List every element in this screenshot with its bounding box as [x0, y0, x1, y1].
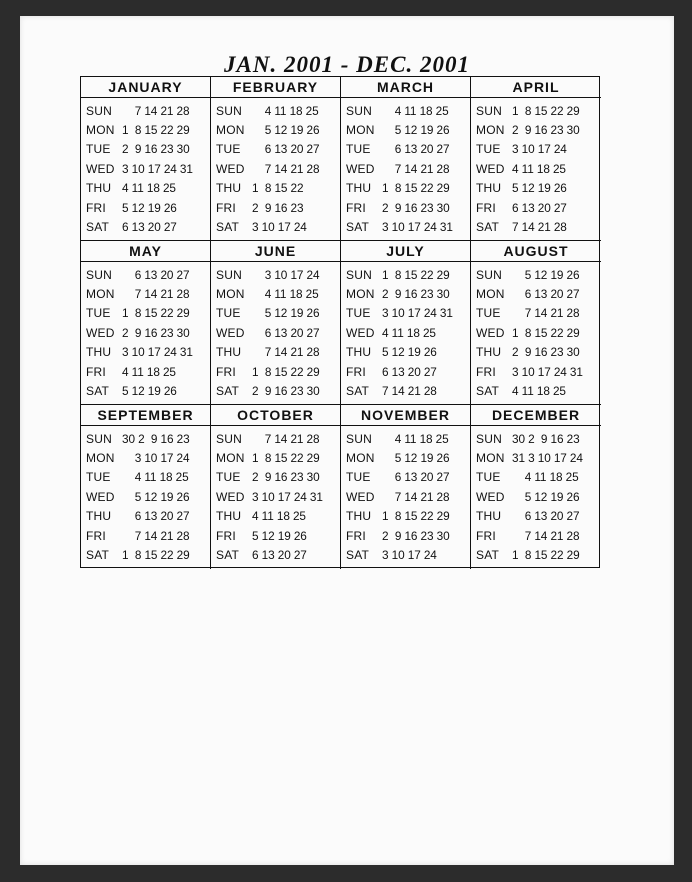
date-numbers: 6 13 20 27	[122, 509, 190, 524]
weekday-label: SUN	[216, 267, 242, 282]
weekday-row	[471, 198, 601, 217]
weekday-row	[81, 429, 210, 448]
date-numbers: 4 11 18 25	[512, 384, 566, 399]
date-numbers: 2 9 16 23 30	[382, 528, 450, 543]
week-rows	[471, 426, 601, 565]
weekday-label: SAT	[216, 220, 240, 235]
date-numbers: 1 8 15 22 29	[382, 509, 450, 524]
date-numbers: 1 8 15 22 29	[252, 364, 320, 379]
weekday-row	[341, 265, 470, 284]
weekday-row	[471, 343, 601, 362]
date-numbers: 1 8 15 22 29	[122, 548, 190, 563]
month-december	[471, 405, 601, 569]
weekday-row	[211, 101, 340, 120]
weekday-row	[81, 468, 210, 487]
weekday-row	[211, 140, 340, 159]
weekday-label: TUE	[476, 470, 501, 485]
date-numbers: 1 8 15 22 29	[512, 548, 580, 563]
weekday-label: MON	[216, 287, 245, 302]
weekday-row	[471, 468, 601, 487]
weekday-label: THU	[216, 181, 242, 196]
date-numbers: 4 11 18 25	[252, 103, 319, 118]
date-numbers: 4 11 18 25	[382, 325, 436, 340]
weekday-row	[211, 468, 340, 487]
month-january	[81, 77, 211, 241]
weekday-label: TUE	[86, 470, 111, 485]
weekday-label: TUE	[86, 306, 111, 321]
week-rows	[81, 262, 210, 401]
date-numbers: 5 12 19 26	[512, 489, 580, 504]
date-numbers: 3 10 17 24	[252, 220, 307, 235]
week-rows	[471, 98, 601, 237]
weekday-label: FRI	[216, 364, 236, 379]
weekday-row	[341, 101, 470, 120]
date-numbers: 5 12 19 26	[252, 123, 320, 138]
date-numbers: 2 9 16 23 30	[382, 200, 450, 215]
weekday-row	[211, 526, 340, 545]
weekday-label: WED	[346, 489, 375, 504]
weekday-label: TUE	[346, 306, 371, 321]
date-numbers: 7 14 21 28	[512, 220, 567, 235]
weekday-row	[81, 140, 210, 159]
weekday-row	[81, 101, 210, 120]
weekday-label: SAT	[86, 384, 110, 399]
date-numbers: 2 9 16 23 30	[512, 123, 580, 138]
weekday-row	[471, 448, 601, 467]
weekday-label: SUN	[346, 103, 372, 118]
date-numbers: 7 14 21 28	[382, 161, 450, 176]
weekday-row	[471, 507, 601, 526]
weekday-label: THU	[476, 509, 502, 524]
weekday-label: WED	[86, 325, 115, 340]
date-numbers: 2 9 16 23 30	[512, 345, 580, 360]
date-numbers: 5 12 19 26	[252, 528, 307, 543]
weekday-row	[471, 323, 601, 342]
date-numbers: 2 9 16 23 30	[122, 142, 190, 157]
weekday-label: WED	[216, 325, 245, 340]
date-numbers: 7 14 21 28	[512, 528, 580, 543]
weekday-label: SUN	[476, 267, 502, 282]
weekday-row	[471, 140, 601, 159]
date-numbers: 1 8 15 22 29	[122, 306, 190, 321]
weekday-label: SUN	[86, 431, 112, 446]
weekday-label: SAT	[216, 384, 240, 399]
weekday-label: FRI	[476, 364, 496, 379]
weekday-row	[211, 159, 340, 178]
weekday-label: SAT	[346, 220, 370, 235]
weekday-row	[471, 265, 601, 284]
date-numbers: 1 8 15 22	[252, 181, 304, 196]
weekday-label: WED	[86, 489, 115, 504]
weekday-label: WED	[346, 161, 375, 176]
date-numbers: 1 8 15 22 29	[252, 451, 320, 466]
weekday-row	[471, 362, 601, 381]
month-july	[341, 241, 471, 405]
weekday-label: SUN	[216, 103, 242, 118]
date-numbers: 2 9 16 23 30	[122, 325, 190, 340]
weekday-row	[341, 343, 470, 362]
date-numbers: 6 13 20 27	[252, 325, 320, 340]
calendar-grid	[80, 76, 600, 568]
weekday-row	[341, 217, 470, 236]
weekday-row	[471, 381, 601, 400]
weekday-label: SAT	[86, 548, 110, 563]
weekday-label: SUN	[86, 103, 112, 118]
date-numbers: 4 11 18 25	[382, 431, 449, 446]
date-numbers: 4 11 18 25	[252, 509, 306, 524]
weekday-label: WED	[476, 161, 505, 176]
weekday-row	[211, 507, 340, 526]
weekday-row	[341, 526, 470, 545]
weekday-row	[471, 101, 601, 120]
date-numbers: 1 8 15 22 29	[122, 123, 190, 138]
weekday-row	[81, 507, 210, 526]
month-october	[211, 405, 341, 569]
weekday-row	[81, 179, 210, 198]
weekday-row	[81, 217, 210, 236]
weekday-row	[211, 448, 340, 467]
weekday-label: MON	[346, 287, 375, 302]
weekday-label: MON	[86, 451, 115, 466]
weekday-label: FRI	[216, 200, 236, 215]
weekday-label: SUN	[476, 103, 502, 118]
weekday-row	[81, 198, 210, 217]
weekday-label: MON	[476, 451, 505, 466]
weekday-label: WED	[476, 325, 505, 340]
weekday-row	[341, 429, 470, 448]
week-rows	[341, 262, 470, 401]
weekday-row	[211, 265, 340, 284]
weekday-row	[81, 265, 210, 284]
date-numbers: 3 10 17 24 31	[382, 220, 453, 235]
date-numbers: 31 3 10 17 24	[512, 451, 583, 466]
weekday-label: MON	[346, 451, 375, 466]
weekday-label: MON	[476, 287, 505, 302]
date-numbers: 1 8 15 22 29	[382, 267, 450, 282]
weekday-label: FRI	[476, 528, 496, 543]
week-rows	[211, 426, 340, 565]
date-numbers: 1 8 15 22 29	[512, 103, 580, 118]
month-march	[341, 77, 471, 241]
calendar-card	[20, 16, 674, 865]
weekday-label: SAT	[346, 548, 370, 563]
date-numbers: 7 14 21 28	[512, 306, 580, 321]
date-numbers: 4 11 18 25	[252, 287, 319, 302]
date-numbers: 7 14 21 28	[382, 489, 450, 504]
weekday-row	[341, 140, 470, 159]
weekday-label: MON	[476, 123, 505, 138]
month-november	[341, 405, 471, 569]
weekday-label: FRI	[346, 200, 366, 215]
date-numbers: 2 9 16 23 30	[252, 384, 320, 399]
month-august	[471, 241, 601, 405]
weekday-row	[341, 487, 470, 506]
weekday-label: FRI	[346, 364, 366, 379]
weekday-row	[81, 545, 210, 564]
date-numbers: 30 2 9 16 23	[512, 431, 580, 446]
date-numbers: 3 10 17 24 31	[122, 161, 193, 176]
weekday-label: THU	[216, 509, 242, 524]
date-numbers: 5 12 19 26	[122, 200, 177, 215]
weekday-row	[341, 159, 470, 178]
date-numbers: 2 9 16 23 30	[252, 470, 320, 485]
date-numbers: 5 12 19 26	[382, 345, 437, 360]
date-numbers: 5 12 19 26	[122, 489, 190, 504]
weekday-row	[211, 120, 340, 139]
month-name: JANUARY	[81, 77, 210, 98]
weekday-label: SAT	[476, 548, 500, 563]
weekday-label: SAT	[476, 220, 500, 235]
date-numbers: 6 13 20 27	[382, 142, 450, 157]
weekday-label: SUN	[216, 431, 242, 446]
weekday-row	[341, 323, 470, 342]
weekday-label: SUN	[346, 431, 372, 446]
weekday-row	[471, 429, 601, 448]
date-numbers: 6 13 20 27	[122, 267, 190, 282]
month-name: JULY	[341, 241, 470, 262]
weekday-row	[211, 362, 340, 381]
weekday-label: TUE	[216, 470, 241, 485]
month-june	[211, 241, 341, 405]
weekday-label: FRI	[86, 364, 106, 379]
weekday-label: WED	[216, 161, 245, 176]
weekday-label: SAT	[476, 384, 500, 399]
month-name: OCTOBER	[211, 405, 340, 426]
weekday-row	[471, 120, 601, 139]
week-rows	[81, 98, 210, 237]
weekday-label: THU	[476, 181, 502, 196]
date-numbers: 5 12 19 26	[512, 267, 580, 282]
weekday-label: MON	[346, 123, 375, 138]
weekday-row	[341, 545, 470, 564]
weekday-row	[341, 120, 470, 139]
weekday-row	[211, 179, 340, 198]
date-numbers: 6 13 20 27	[122, 220, 177, 235]
weekday-row	[471, 217, 601, 236]
date-numbers: 6 13 20 27	[512, 287, 580, 302]
date-numbers: 3 10 17 24	[122, 451, 190, 466]
weekday-row	[341, 284, 470, 303]
week-rows	[341, 426, 470, 565]
week-rows	[81, 426, 210, 565]
weekday-label: SUN	[476, 431, 502, 446]
weekday-label: THU	[476, 345, 502, 360]
week-rows	[211, 98, 340, 237]
month-february	[211, 77, 341, 241]
weekday-row	[341, 198, 470, 217]
month-name: MAY	[81, 241, 210, 262]
date-numbers: 7 14 21 28	[252, 431, 320, 446]
weekday-row	[81, 362, 210, 381]
weekday-label: THU	[346, 509, 372, 524]
date-numbers: 5 12 19 26	[382, 451, 450, 466]
date-numbers: 3 10 17 24 31	[122, 345, 193, 360]
month-name: NOVEMBER	[341, 405, 470, 426]
date-numbers: 4 11 18 25	[122, 470, 189, 485]
weekday-label: SUN	[346, 267, 372, 282]
weekday-row	[211, 284, 340, 303]
date-numbers: 5 12 19 26	[252, 306, 320, 321]
week-rows	[341, 98, 470, 237]
weekday-row	[81, 120, 210, 139]
weekday-row	[471, 487, 601, 506]
weekday-label: FRI	[86, 200, 106, 215]
weekday-label: TUE	[346, 142, 371, 157]
weekday-label: WED	[346, 325, 375, 340]
weekday-row	[341, 381, 470, 400]
month-name: APRIL	[471, 77, 601, 98]
weekday-label: TUE	[476, 142, 501, 157]
weekday-row	[471, 179, 601, 198]
date-numbers: 5 12 19 26	[512, 181, 567, 196]
weekday-row	[211, 198, 340, 217]
weekday-label: SAT	[346, 384, 370, 399]
weekday-row	[341, 468, 470, 487]
weekday-row	[81, 343, 210, 362]
weekday-row	[211, 429, 340, 448]
weekday-row	[471, 284, 601, 303]
week-rows	[211, 262, 340, 401]
date-numbers: 3 10 17 24 31	[252, 489, 323, 504]
date-numbers: 3 10 17 24	[512, 142, 567, 157]
weekday-row	[81, 448, 210, 467]
weekday-row	[81, 381, 210, 400]
weekday-row	[81, 526, 210, 545]
weekday-label: MON	[86, 123, 115, 138]
date-numbers: 30 2 9 16 23	[122, 431, 190, 446]
weekday-row	[81, 159, 210, 178]
weekday-label: SAT	[86, 220, 110, 235]
date-numbers: 6 13 20 27	[512, 200, 567, 215]
weekday-label: FRI	[216, 528, 236, 543]
month-name: DECEMBER	[471, 405, 601, 426]
week-rows	[471, 262, 601, 401]
weekday-row	[471, 304, 601, 323]
weekday-row	[211, 381, 340, 400]
weekday-row	[341, 304, 470, 323]
weekday-row	[211, 545, 340, 564]
date-numbers: 6 13 20 27	[382, 364, 437, 379]
weekday-label: MON	[216, 451, 245, 466]
date-numbers: 6 13 20 27	[382, 470, 450, 485]
weekday-row	[341, 448, 470, 467]
date-numbers: 6 13 20 27	[252, 548, 307, 563]
weekday-row	[211, 323, 340, 342]
date-numbers: 1 8 15 22 29	[512, 325, 580, 340]
weekday-label: FRI	[346, 528, 366, 543]
date-numbers: 6 13 20 27	[512, 509, 580, 524]
date-numbers: 3 10 17 24	[252, 267, 320, 282]
weekday-label: FRI	[476, 200, 496, 215]
date-numbers: 5 12 19 26	[382, 123, 450, 138]
weekday-label: THU	[86, 181, 112, 196]
date-numbers: 2 9 16 23 30	[382, 287, 450, 302]
weekday-row	[471, 159, 601, 178]
date-numbers: 4 11 18 25	[382, 103, 449, 118]
weekday-label: TUE	[216, 306, 241, 321]
date-numbers: 4 11 18 25	[122, 181, 176, 196]
date-numbers: 7 14 21 28	[252, 161, 320, 176]
weekday-row	[471, 545, 601, 564]
weekday-label: WED	[476, 489, 505, 504]
date-numbers: 7 14 21 28	[252, 345, 320, 360]
month-name: FEBRUARY	[211, 77, 340, 98]
weekday-row	[81, 284, 210, 303]
weekday-row	[341, 507, 470, 526]
date-numbers: 1 8 15 22 29	[382, 181, 450, 196]
month-april	[471, 77, 601, 241]
weekday-row	[81, 323, 210, 342]
month-name: MARCH	[341, 77, 470, 98]
weekday-row	[341, 179, 470, 198]
date-numbers: 5 12 19 26	[122, 384, 177, 399]
weekday-label: TUE	[476, 306, 501, 321]
month-name: SEPTEMBER	[81, 405, 210, 426]
month-name: AUGUST	[471, 241, 601, 262]
date-numbers: 7 14 21 28	[382, 384, 437, 399]
weekday-label: THU	[216, 345, 242, 360]
date-numbers: 7 14 21 28	[122, 103, 190, 118]
calendar-title: JAN. 2001 - DEC. 2001	[224, 52, 470, 77]
weekday-label: SAT	[216, 548, 240, 563]
weekday-label: THU	[86, 345, 112, 360]
date-numbers: 3 10 17 24	[382, 548, 437, 563]
weekday-label: TUE	[216, 142, 241, 157]
weekday-row	[211, 487, 340, 506]
date-numbers: 4 11 18 25	[512, 470, 579, 485]
weekday-row	[211, 343, 340, 362]
weekday-label: TUE	[346, 470, 371, 485]
date-numbers: 4 11 18 25	[512, 161, 566, 176]
weekday-label: THU	[86, 509, 112, 524]
weekday-row	[211, 217, 340, 236]
date-numbers: 2 9 16 23	[252, 200, 304, 215]
weekday-label: WED	[216, 489, 245, 504]
weekday-label: MON	[86, 287, 115, 302]
weekday-label: MON	[216, 123, 245, 138]
date-numbers: 4 11 18 25	[122, 364, 176, 379]
date-numbers: 7 14 21 28	[122, 528, 190, 543]
month-name: JUNE	[211, 241, 340, 262]
weekday-row	[471, 526, 601, 545]
weekday-row	[81, 487, 210, 506]
weekday-row	[211, 304, 340, 323]
weekday-label: WED	[86, 161, 115, 176]
weekday-label: TUE	[86, 142, 111, 157]
month-september	[81, 405, 211, 569]
date-numbers: 7 14 21 28	[122, 287, 190, 302]
weekday-label: SUN	[86, 267, 112, 282]
weekday-row	[341, 362, 470, 381]
weekday-label: THU	[346, 181, 372, 196]
date-numbers: 3 10 17 24 31	[512, 364, 583, 379]
date-numbers: 3 10 17 24 31	[382, 306, 453, 321]
month-may	[81, 241, 211, 405]
date-numbers: 6 13 20 27	[252, 142, 320, 157]
weekday-row	[81, 304, 210, 323]
weekday-label: FRI	[86, 528, 106, 543]
weekday-label: THU	[346, 345, 372, 360]
